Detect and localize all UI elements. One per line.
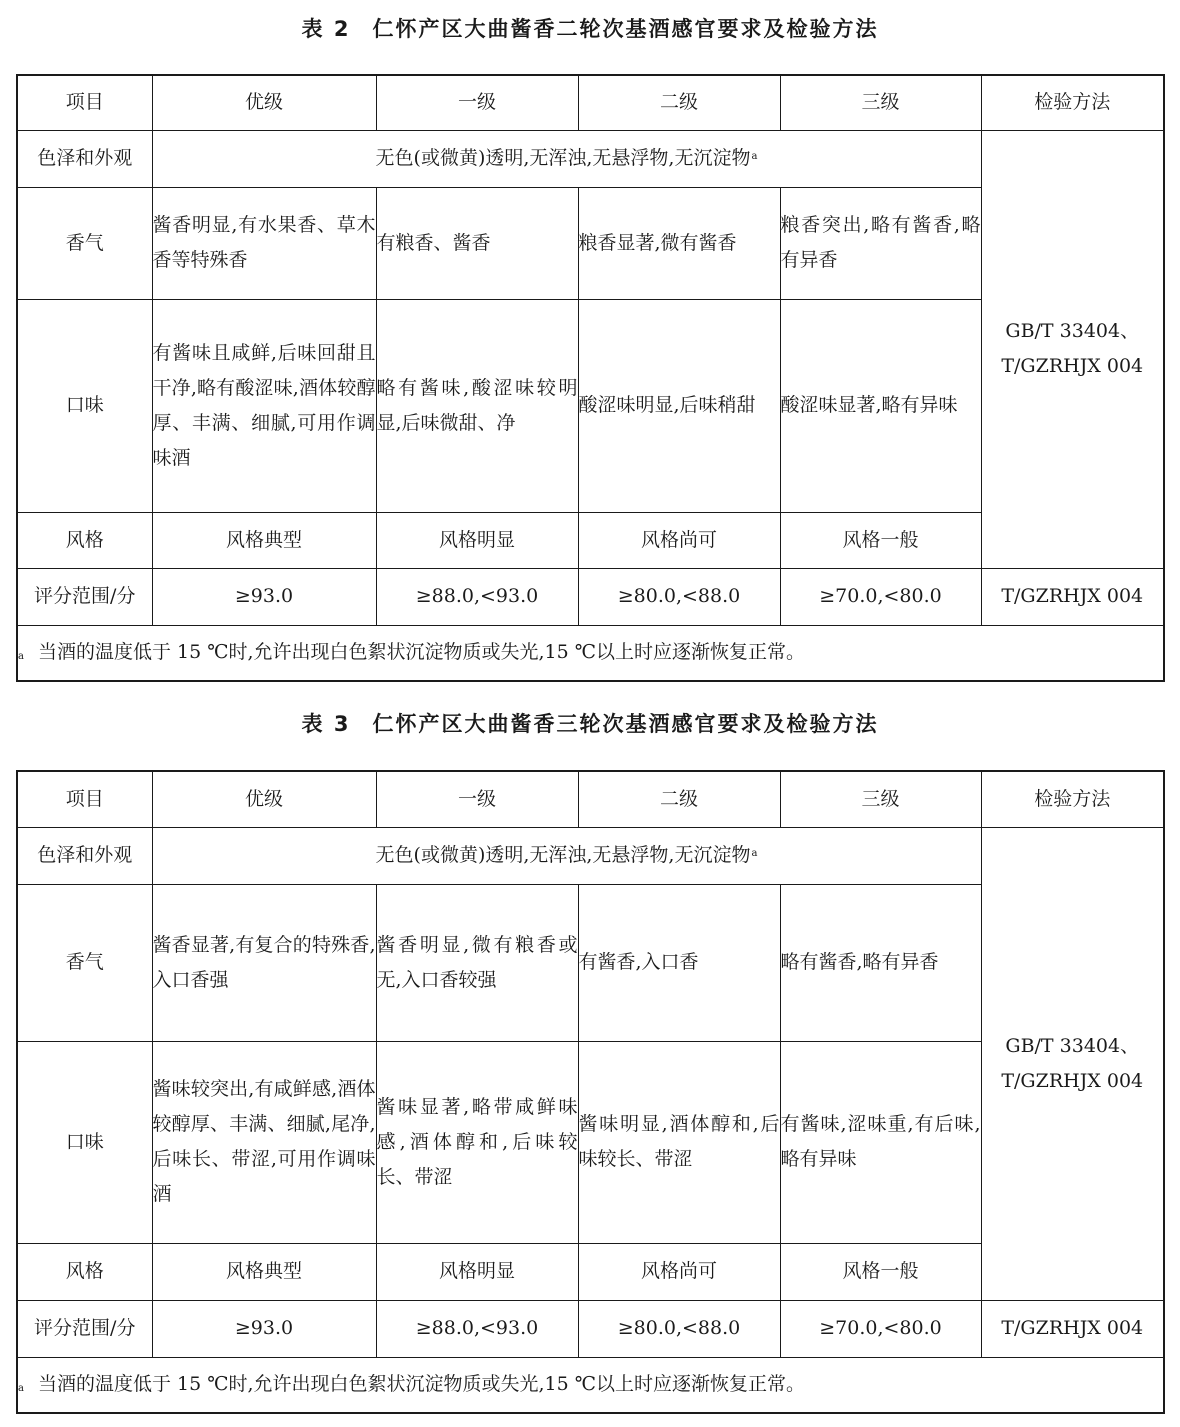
style-grade-second: 风格尚可 xyxy=(578,1243,780,1300)
sensory-table-3 xyxy=(16,770,1165,1414)
aroma-grade-third: 粮香突出,略有酱香,略有异香 xyxy=(780,187,981,299)
style-grade-first: 风格明显 xyxy=(376,1243,578,1300)
sensory-table-2 xyxy=(16,74,1165,682)
footnote-text: 当酒的温度低于 15 ℃时,允许出现白色絮状沉淀物质或失光,15 ℃以上时应逐渐恢复正常。 xyxy=(37,641,806,664)
appearance-row xyxy=(17,130,1164,187)
aroma-grade-excellent: 酱香明显,有水果香、草木香等特殊香 xyxy=(152,187,376,299)
footnote-row xyxy=(17,625,1164,681)
style-grade-second: 风格尚可 xyxy=(578,512,780,568)
style-grade-excellent: 风格典型 xyxy=(152,512,376,568)
taste-label: 口味 xyxy=(17,299,152,512)
style-label: 风格 xyxy=(17,512,152,568)
score-grade-first: ≥88.0,<93.0 xyxy=(376,1300,578,1357)
table-number: 表 3 xyxy=(301,712,351,736)
taste-grade-second: 酱味明显,酒体醇和,后味较长、带涩 xyxy=(578,1041,780,1243)
taste-grade-first: 略有酱味,酸涩味较明显,后味微甜、净 xyxy=(376,299,578,512)
appearance-label: 色泽和外观 xyxy=(17,130,152,187)
score-grade-second: ≥80.0,<88.0 xyxy=(578,1300,780,1357)
style-grade-excellent: 风格典型 xyxy=(152,1243,376,1300)
score-grade-third: ≥70.0,<80.0 xyxy=(780,568,981,625)
score-method: T/GZRHJX 004 xyxy=(981,1300,1164,1357)
footnote xyxy=(17,1357,1164,1413)
aroma-label: 香气 xyxy=(17,187,152,299)
header-grade-excellent: 优级 xyxy=(152,771,376,827)
score-label: 评分范围/分 xyxy=(17,568,152,625)
taste-grade-second: 酸涩味明显,后味稍甜 xyxy=(578,299,780,512)
footnote-mark: a xyxy=(18,651,24,663)
header-method: 检验方法 xyxy=(981,771,1164,827)
footnote-row xyxy=(17,1357,1164,1413)
style-label: 风格 xyxy=(17,1243,152,1300)
score-grade-excellent: ≥93.0 xyxy=(152,568,376,625)
taste-grade-excellent: 有酱味且咸鲜,后味回甜且干净,略有酸涩味,酒体较醇厚、丰满、细腻,可用作调味酒 xyxy=(152,299,376,512)
appearance-text: 无色(或微黄)透明,无浑浊,无悬浮物,无沉淀物$^a$ xyxy=(152,827,981,884)
score-grade-second: ≥80.0,<88.0 xyxy=(578,568,780,625)
table-2-caption xyxy=(0,14,1180,44)
taste-grade-third: 酸涩味显著,略有异味 xyxy=(780,299,981,512)
appearance-text: 无色(或微黄)透明,无浑浊,无悬浮物,无沉淀物$^a$ xyxy=(152,130,981,187)
appearance-row xyxy=(17,827,1164,884)
header-grade-third: 三级 xyxy=(780,75,981,130)
header-grade-second: 二级 xyxy=(578,75,780,130)
table-3-caption xyxy=(0,709,1180,739)
footnote-text: 当酒的温度低于 15 ℃时,允许出现白色絮状沉淀物质或失光,15 ℃以上时应逐渐恢复正常。 xyxy=(37,1373,806,1396)
score-grade-third: ≥70.0,<80.0 xyxy=(780,1300,981,1357)
header-grade-third: 三级 xyxy=(780,771,981,827)
aroma-grade-excellent: 酱香显著,有复合的特殊香,入口香强 xyxy=(152,884,376,1041)
header-grade-first: 一级 xyxy=(376,771,578,827)
aroma-grade-first: 有粮香、酱香 xyxy=(376,187,578,299)
aroma-grade-third: 略有酱香,略有异香 xyxy=(780,884,981,1041)
style-grade-third: 风格一般 xyxy=(780,512,981,568)
header-row xyxy=(17,75,1164,130)
header-item: 项目 xyxy=(17,75,152,130)
aroma-label: 香气 xyxy=(17,884,152,1041)
header-method: 检验方法 xyxy=(981,75,1164,130)
score-method: T/GZRHJX 004 xyxy=(981,568,1164,625)
score-grade-excellent: ≥93.0 xyxy=(152,1300,376,1357)
footnote-mark: a xyxy=(751,848,758,859)
method-sensory: GB/T 33404、 T/GZRHJX 004 xyxy=(981,130,1164,568)
footnote xyxy=(17,625,1164,681)
header-grade-second: 二级 xyxy=(578,771,780,827)
taste-grade-excellent: 酱味较突出,有咸鲜感,酒体较醇厚、丰满、细腻,尾净,后味长、带涩,可用作调味酒 xyxy=(152,1041,376,1243)
score-label: 评分范围/分 xyxy=(17,1300,152,1357)
method-sensory: GB/T 33404、 T/GZRHJX 004 xyxy=(981,827,1164,1300)
score-row xyxy=(17,1300,1164,1357)
appearance-label: 色泽和外观 xyxy=(17,827,152,884)
table-title: 仁怀产区大曲酱香二轮次基酒感官要求及检验方法 xyxy=(372,17,879,41)
score-row xyxy=(17,568,1164,625)
taste-grade-third: 有酱味,涩味重,有后味,略有异味 xyxy=(780,1041,981,1243)
aroma-grade-first: 酱香明显,微有粮香或无,入口香较强 xyxy=(376,884,578,1041)
taste-label: 口味 xyxy=(17,1041,152,1243)
table-number: 表 2 xyxy=(301,17,351,41)
header-row xyxy=(17,771,1164,827)
style-grade-first: 风格明显 xyxy=(376,512,578,568)
footnote-mark: a xyxy=(18,1383,24,1395)
taste-grade-first: 酱味显著,略带咸鲜味感,酒体醇和,后味较长、带涩 xyxy=(376,1041,578,1243)
aroma-grade-second: 粮香显著,微有酱香 xyxy=(578,187,780,299)
score-grade-first: ≥88.0,<93.0 xyxy=(376,568,578,625)
header-grade-first: 一级 xyxy=(376,75,578,130)
header-grade-excellent: 优级 xyxy=(152,75,376,130)
table-title: 仁怀产区大曲酱香三轮次基酒感官要求及检验方法 xyxy=(372,712,879,736)
style-grade-third: 风格一般 xyxy=(780,1243,981,1300)
footnote-mark: a xyxy=(751,151,758,162)
header-item: 项目 xyxy=(17,771,152,827)
aroma-grade-second: 有酱香,入口香 xyxy=(578,884,780,1041)
